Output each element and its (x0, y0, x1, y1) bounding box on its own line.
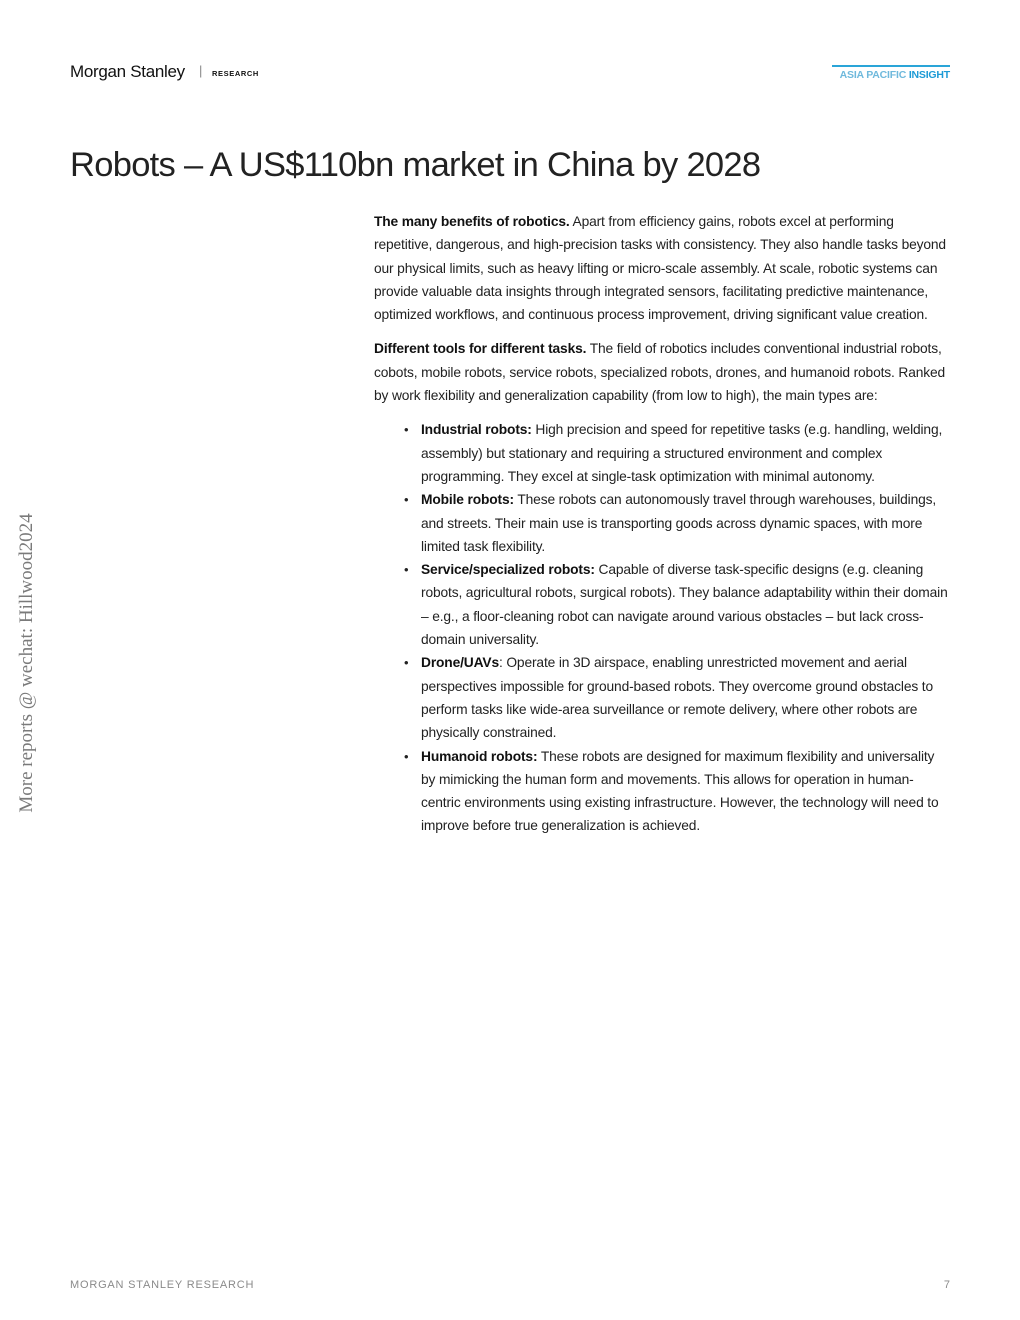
bullet-icon: • (404, 422, 409, 438)
list-item-lead: Service/specialized robots: (421, 562, 595, 578)
page-title: Robots – A US$110bn market in China by 2028 (70, 146, 761, 184)
bullet-icon: • (404, 655, 409, 671)
watermark: More reports @ wechat: Hillwood2024 (16, 513, 37, 813)
list-item-text: Capable of diverse task-specific designs (e.g. cleaning robots, agricultural robots, surgical robots). They balance adaptability within their domain – e.g., a floor-cleaning robot can navigate around various obstacles – but lack cross-domain universality. (421, 562, 948, 648)
bullet-icon: • (404, 748, 409, 764)
bullet-icon: • (404, 492, 409, 508)
robot-types-list (374, 418, 951, 837)
series-rule (832, 65, 950, 67)
list-item-lead: Mobile robots: (421, 492, 514, 508)
series-label-insight: INSIGHT (908, 69, 950, 81)
list-item-industrial (404, 418, 951, 488)
bullet-icon: • (404, 562, 409, 578)
list-item-text: These robots can autonomously travel through warehouses, buildings, and streets. Their main use is transporting goods across dynamic spaces, with more limited task flexibility. (421, 492, 937, 554)
paragraph-lead: Different tools for different tasks. (374, 341, 587, 357)
paragraph-tools (374, 337, 951, 407)
article-body (374, 210, 951, 838)
brand-separator: | (199, 63, 203, 78)
list-item-text: High precision and speed for repetitive tasks (e.g. handling, welding, assembly) but stationary and requiring a structured environment and complex programming. They excel at single-task optimization with minimal autonomy. (421, 422, 943, 484)
paragraph-benefits (374, 210, 951, 326)
series-label-region: ASIA PACIFIC (839, 69, 907, 81)
list-item-text: These robots are designed for maximum flexibility and universality by mimicking the human form and movements. This allows for operation in human-centric environments using existing infrastructure. However, the technology will need to improve before true generalization is achieved. (421, 748, 939, 834)
paragraph-lead: The many benefits of robotics. (374, 214, 570, 229)
page-number: 7 (943, 1279, 950, 1291)
brand-research-label: RESEARCH (212, 69, 259, 78)
list-item-drone (404, 651, 951, 744)
list-item-mobile (404, 488, 951, 558)
list-item-humanoid (404, 745, 951, 838)
series-label (832, 69, 950, 81)
series-badge (832, 65, 950, 81)
list-item-text: : Operate in 3D airspace, enabling unrestricted movement and aerial perspectives impossible for ground-based robots. They overcome ground obstacles to perform tasks like wide-area surveillance or remote delivery, where other robots are physically constrained. (421, 655, 934, 741)
paragraph-text: Apart from efficiency gains, robots excel at performing repetitive, dangerous, and high-precision tasks with consistency. They also handle tasks beyond our physical limits, such as heavy lifting or micro-scale assembly. At scale, robotic systems can provide valuable data insights through integrated sensors, facilitating predictive maintenance, optimized workflows, and continuous process improvement, driving significant value creation. (374, 214, 946, 323)
list-item-service (404, 558, 951, 651)
footer-label: MORGAN STANLEY RESEARCH (70, 1279, 255, 1291)
list-item-lead: Humanoid robots: (421, 748, 538, 764)
brand-name: Morgan Stanley (70, 62, 185, 81)
paragraph-text: The field of robotics includes conventional industrial robots, cobots, mobile robots, service robots, specialized robots, drones, and humanoid robots. Ranked by work flexibility and generalization capability (from low to high), the main types are: (374, 341, 946, 404)
list-item-lead: Drone/UAVs (421, 655, 499, 671)
list-item-lead: Industrial robots: (421, 422, 532, 438)
